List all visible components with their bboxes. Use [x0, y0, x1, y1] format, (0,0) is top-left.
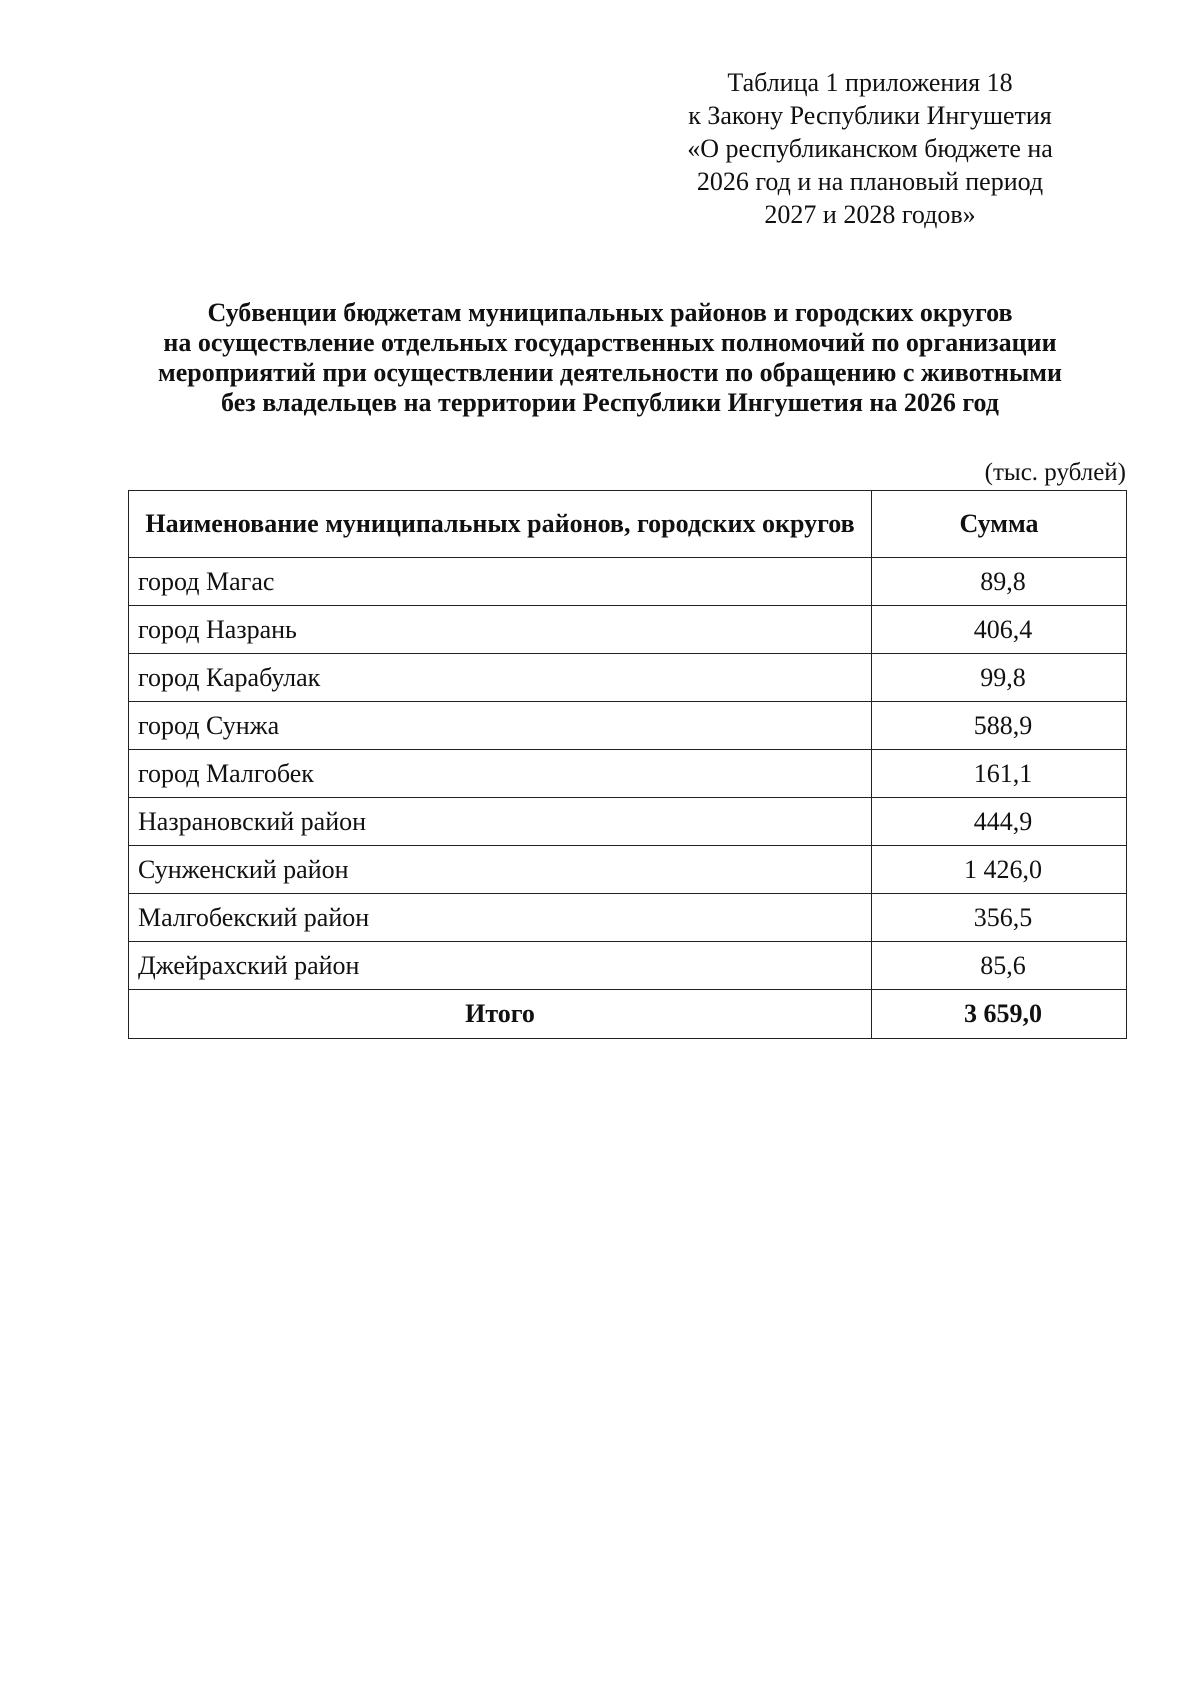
annex-line: 2026 год и на плановый период	[696, 167, 1044, 196]
row-amount: 444,9	[872, 798, 1127, 846]
document-title	[110, 298, 1110, 418]
table-row	[129, 558, 1127, 606]
row-amount: 406,4	[872, 606, 1127, 654]
annex-line: 2027 и 2028 годов»	[764, 200, 976, 229]
table-row	[129, 750, 1127, 798]
table-row	[129, 654, 1127, 702]
row-name: Сунженский район	[129, 846, 872, 894]
row-name: город Магас	[129, 558, 872, 606]
row-amount: 85,6	[872, 942, 1127, 990]
annex-reference	[640, 66, 1100, 231]
header-name: Наименование муниципальных районов, городских округов	[129, 491, 872, 558]
annex-line: «О республиканском бюджете на	[687, 134, 1053, 163]
table-row	[129, 942, 1127, 990]
table-row	[129, 894, 1127, 942]
row-amount: 99,8	[872, 654, 1127, 702]
row-name: город Карабулак	[129, 654, 872, 702]
table-header-row	[129, 491, 1127, 558]
total-label: Итого	[129, 990, 872, 1039]
total-row	[129, 990, 1127, 1039]
table-row	[129, 606, 1127, 654]
title-line: мероприятий при осуществлении деятельности по обращению с животными	[157, 358, 1062, 387]
annex-line: Таблица 1 приложения 18	[727, 68, 1013, 97]
row-name: город Назрань	[129, 606, 872, 654]
row-amount: 588,9	[872, 702, 1127, 750]
table-row	[129, 702, 1127, 750]
title-line: на осуществление отдельных государственных полномочий по организации	[163, 328, 1057, 357]
annex-line: к Закону Республики Ингушетия	[688, 101, 1052, 130]
title-line: без владельцев на территории Республики Ингушетия на 2026 год	[221, 388, 999, 417]
table-row	[129, 798, 1127, 846]
row-name: город Сунжа	[129, 702, 872, 750]
row-amount: 89,8	[872, 558, 1127, 606]
table-row	[129, 846, 1127, 894]
total-amount: 3 659,0	[872, 990, 1127, 1039]
units-note: (тыс. рублей)	[984, 459, 1126, 486]
row-amount: 356,5	[872, 894, 1127, 942]
title-line: Субвенции бюджетам муниципальных районов и городских округов	[207, 298, 1013, 327]
row-name: Назрановский район	[129, 798, 872, 846]
row-amount: 161,1	[872, 750, 1127, 798]
row-amount: 1 426,0	[872, 846, 1127, 894]
row-name: Джейрахский район	[129, 942, 872, 990]
row-name: город Малгобек	[129, 750, 872, 798]
subventions-table	[128, 490, 1127, 1039]
header-amount: Сумма	[872, 491, 1127, 558]
row-name: Малгобекский район	[129, 894, 872, 942]
